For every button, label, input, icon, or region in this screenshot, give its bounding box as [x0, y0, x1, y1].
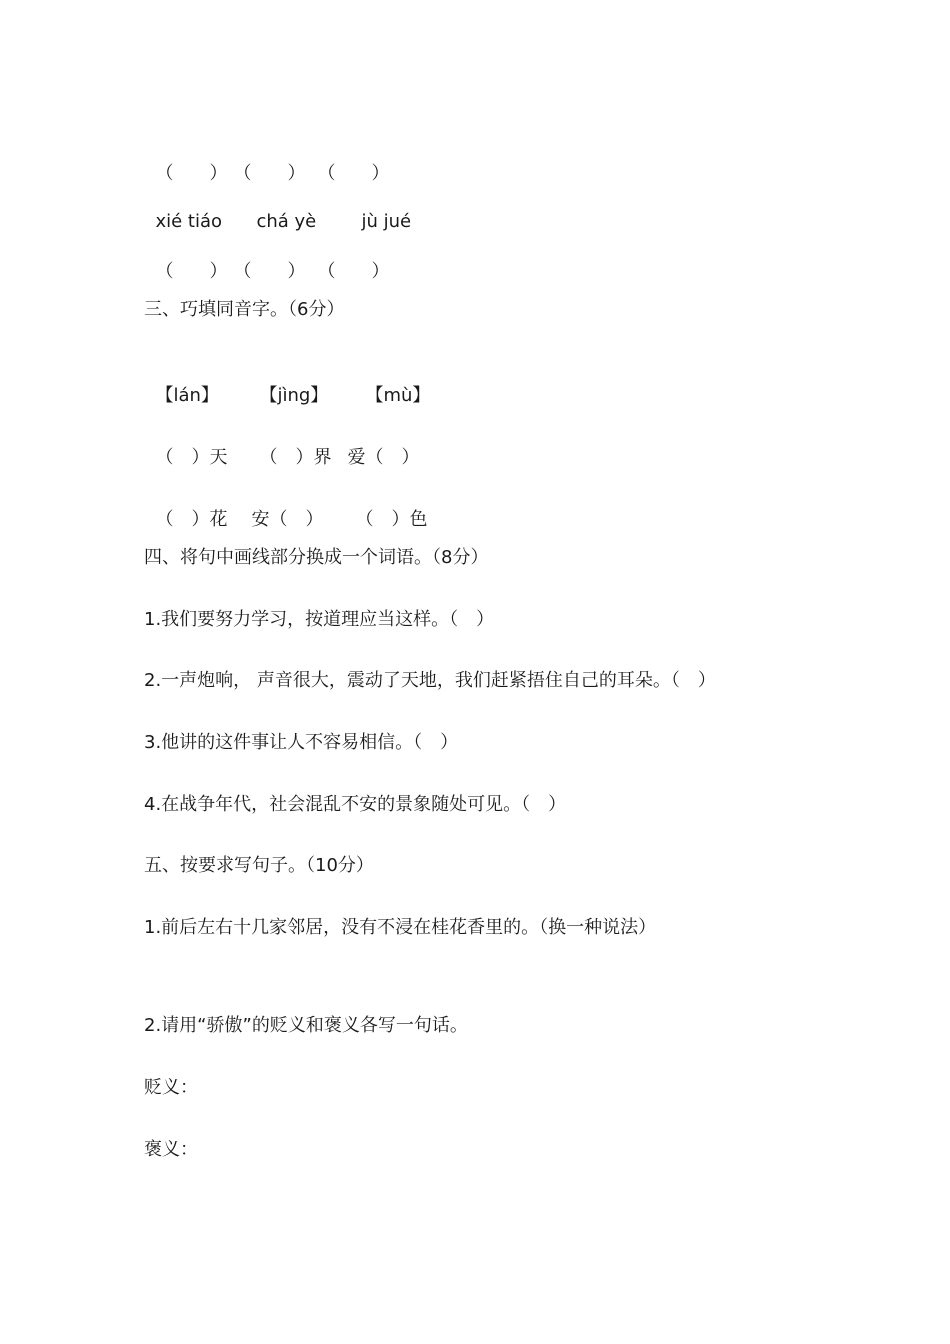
question-item: 3.他讲的这件事让人不容易相信。（ ）: [144, 732, 459, 753]
question-item: 2.请用“骄傲”的贬义和褒义各写一句话。: [144, 1015, 468, 1036]
blanks-row-2: [144, 236, 389, 284]
question-item: 1.前后左右十几家邻居，没有不浸在桂花香里的。（换一种说法）: [144, 917, 657, 938]
answer-blank[interactable]: （ ）: [233, 163, 306, 184]
pinyin-bracket: 【lán】: [155, 385, 219, 406]
section-5-heading: 五、按要求写句子。（10分）: [144, 855, 374, 876]
homophone-blank[interactable]: （ ）花: [155, 509, 228, 530]
homophone-blank[interactable]: （ ）天: [155, 447, 228, 468]
section-3-heading: 三、巧填同音字。（6分）: [144, 299, 345, 320]
section-4-heading: 四、将句中画线部分换成一个词语。（8分）: [144, 547, 489, 568]
homophone-row-1: [144, 422, 419, 470]
answer-blank[interactable]: （ ）: [317, 261, 390, 282]
pinyin-row: [144, 186, 411, 234]
answer-blank[interactable]: （ ）: [155, 261, 228, 282]
answer-blank[interactable]: （ ）: [155, 163, 228, 184]
homophone-blank[interactable]: 爱（ ）: [347, 447, 420, 468]
homophone-blank[interactable]: 安（ ）: [251, 509, 324, 530]
answer-blank[interactable]: （ ）: [233, 261, 306, 282]
derogatory-label: 贬义：: [144, 1077, 198, 1098]
homophone-blank[interactable]: （ ）界: [259, 447, 332, 468]
homophone-row-2: [144, 484, 427, 532]
question-item: 2.一声炮响， 声音很大，震动了天地，我们赶紧捂住自己的耳朵。（ ）: [144, 670, 716, 691]
pinyin-bracket: 【mù】: [365, 385, 431, 406]
pinyin-bracket-row: [144, 360, 430, 408]
pinyin-word: jù jué: [361, 211, 412, 232]
question-item: 1.我们要努力学习，按道理应当这样。（ ）: [144, 609, 495, 630]
homophone-blank[interactable]: （ ）色: [355, 509, 428, 530]
answer-blank[interactable]: （ ）: [317, 163, 390, 184]
pinyin-bracket: 【jìng】: [259, 385, 329, 406]
blanks-row-1: [144, 138, 389, 186]
question-item: 4.在战争年代，社会混乱不安的景象随处可见。（ ）: [144, 794, 567, 815]
pinyin-word: xié tiáo: [155, 211, 223, 232]
commendatory-label: 褒义：: [144, 1139, 198, 1160]
pinyin-word: chá yè: [256, 211, 317, 232]
